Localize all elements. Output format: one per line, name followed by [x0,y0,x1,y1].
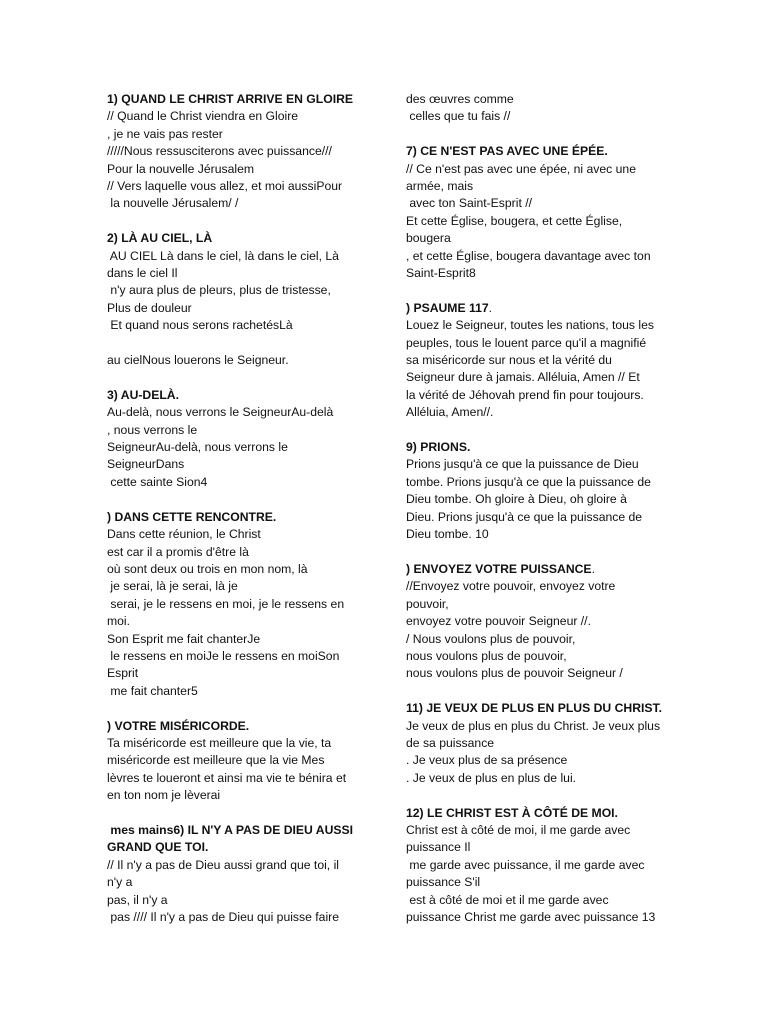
heading-text: mes mains6) IL N'Y A PAS DE DIEU AUSSI [107,822,354,837]
line-text: au cielNous louerons le Seigneur. [107,353,289,368]
blank-line [107,805,377,822]
heading-text: 3) AU-DELÀ. [107,387,179,402]
text-line [107,613,377,630]
text-line [406,91,676,108]
text-line [107,143,377,160]
line-text: Christ est à côté de moi, il me garde avec [406,822,631,837]
line-text: // Il n'y a pas de Dieu aussi grand que toi, il [107,857,339,872]
text-line [406,839,676,856]
blank-line [107,335,377,352]
song-heading [107,839,377,856]
line-text: SeigneurAu-delà, nous verrons le [107,440,288,455]
text-line [107,857,377,874]
heading-text: 9) PRIONS. [406,440,471,455]
text-line [406,596,676,613]
text-line [406,108,676,125]
line-text: Dans cette réunion, le Christ [107,527,261,542]
heading-text: 12) LE CHRIST EST À CÔTÉ DE MOI. [406,805,618,820]
line-text: AU CIEL Là dans le ciel, là dans le ciel, Là [107,248,339,263]
line-text: puissance S'il [406,875,481,890]
song-heading [406,143,676,160]
text-line [107,161,377,178]
line-text: des œuvres comme [406,92,514,106]
text-line [406,369,676,386]
text-line [406,352,676,369]
text-line [107,352,377,369]
text-line [406,770,676,787]
text-line [406,335,676,352]
line-text: Pour la nouvelle Jérusalem [107,161,255,176]
line-text: Alléluia, Amen//. [406,405,494,420]
line-text: est à côté de moi et il me garde avec [406,892,609,907]
line-text: , et cette Église, bougera davantage avec ton [406,248,651,263]
text-line [107,909,377,926]
text-line [107,126,377,143]
line-text: la vérité de Jéhovah prend fin pour toujours. [406,387,644,402]
text-line [107,770,377,787]
line-text: armée, mais [406,179,474,194]
line-text: . Je veux plus de sa présence [406,753,568,768]
line-text: de sa puissance [406,735,495,750]
text-line [107,874,377,891]
song-heading [107,91,377,108]
text-line [107,892,377,909]
line-text: nous voulons plus de pouvoir, [406,648,567,663]
text-line [406,822,676,839]
text-line [107,404,377,421]
text-line [406,317,676,334]
left-column [107,91,377,926]
text-line [107,439,377,456]
text-line [107,631,377,648]
text-line [107,108,377,125]
heading-text: 7) CE N'EST PAS AVEC UNE ÉPÉE. [406,144,608,159]
text-line [406,230,676,247]
line-text: celles que tu fais // [406,109,511,124]
line-text: peuples, tous le louent parce qu'il a magnifié [406,335,647,350]
line-text: . Je veux de plus en plus de lui. [406,770,577,785]
song-heading [406,561,676,578]
blank-line [406,787,676,804]
line-text: moi. [107,614,131,629]
text-line [107,787,377,804]
line-text: // Vers laquelle vous allez, et moi aussiPour [107,179,343,194]
heading-suffix: . [591,561,595,576]
line-text: nous voulons plus de pouvoir Seigneur / [406,666,623,681]
line-text: Ta miséricorde est meilleure que la vie, ta [107,735,332,750]
text-line [406,648,676,665]
line-text: / Nous voulons plus de pouvoir, [406,631,576,646]
line-text: avec ton Saint-Esprit // [406,196,532,211]
line-text: // Quand le Christ viendra en Gloire [107,109,299,124]
text-line [107,282,377,299]
text-line [107,561,377,578]
line-text: Plus de douleur [107,300,192,315]
line-text: serai, je le ressens en moi, je le ressens en [107,596,345,611]
text-line [406,631,676,648]
line-text: tombe. Prions jusqu'à ce que la puissance de [406,474,651,489]
text-line [406,195,676,212]
text-line [406,718,676,735]
text-line [406,213,676,230]
line-text: Au-delà, nous verrons le SeigneurAu-delà [107,405,334,420]
text-line [406,752,676,769]
line-text: envoyez votre pouvoir Seigneur //. [406,614,591,629]
text-line [406,248,676,265]
text-line [107,596,377,613]
text-line [107,422,377,439]
heading-text: 2) LÀ AU CIEL, LÀ [107,231,213,246]
song-heading [107,509,377,526]
text-line [406,491,676,508]
text-line [406,892,676,909]
heading-text: 1) QUAND LE CHRIST ARRIVE EN GLOIRE [107,92,354,106]
text-line [406,509,676,526]
line-text: pas //// Il n'y a pas de Dieu qui puisse faire [107,910,339,924]
blank-line [107,213,377,230]
line-text: je serai, là je serai, là je [107,579,238,594]
line-text: Saint-Esprit8 [406,266,476,281]
line-text: dans le ciel Il [107,266,178,281]
text-line [406,265,676,282]
text-line [406,909,676,926]
line-text: // Ce n'est pas avec une épée, ni avec une [406,161,636,176]
text-line [107,665,377,682]
text-line [406,456,676,473]
text-line [107,317,377,334]
line-text: Je veux de plus en plus du Christ. Je veux plus [406,718,661,733]
line-text: Et cette Église, bougera, et cette Église, [406,213,623,228]
blank-line [406,683,676,700]
line-text: puissance Christ me garde avec puissance 13 [406,910,656,924]
line-text: est car il a promis d'être là [107,544,249,559]
text-line [107,648,377,665]
line-text: Dieu tombe. Oh gloire à Dieu, oh gloire à [406,492,627,507]
line-text: /////Nous ressusciterons avec puissance/// [107,144,332,159]
line-text: pouvoir, [406,596,449,611]
line-text: , je ne vais pas rester [107,126,223,141]
text-line [107,265,377,282]
text-line [107,178,377,195]
text-line [406,874,676,891]
heading-text: ) ENVOYEZ VOTRE PUISSANCE [406,561,592,576]
line-text: Son Esprit me fait chanterJe [107,631,261,646]
line-text: la nouvelle Jérusalem/ / [107,196,239,211]
text-line [107,300,377,317]
line-text: n'y a [107,875,133,890]
right-column [406,91,676,926]
text-line [406,161,676,178]
blank-line [107,369,377,386]
text-line [406,857,676,874]
line-text: n'y aura plus de pleurs, plus de tristesse, [107,283,331,298]
line-text: Seigneur dure à jamais. Alléluia, Amen // Et [406,370,640,385]
text-line [107,248,377,265]
line-text: le ressens en moiJe le ressens en moiSon [107,648,340,663]
line-text: miséricorde est meilleure que la vie Mes [107,753,325,768]
text-line [107,683,377,700]
line-text: Esprit [107,666,139,681]
blank-line [406,282,676,299]
song-heading [107,387,377,404]
line-text: Louez le Seigneur, toutes les nations, tous les [406,318,654,333]
heading-text: ) PSAUME 117 [406,300,489,315]
text-line [107,735,377,752]
line-text: me garde avec puissance, il me garde avec [406,857,645,872]
text-line [107,578,377,595]
line-text: Dieu. Prions jusqu'à ce que la puissance de [406,509,643,524]
line-text: en ton nom je lèverai [107,788,221,803]
song-heading [406,700,676,717]
text-line [406,665,676,682]
blank-line [107,700,377,717]
line-text: , nous verrons le [107,422,198,437]
text-line [406,387,676,404]
heading-text: 11) JE VEUX DE PLUS EN PLUS DU CHRIST. [406,701,662,716]
text-line [107,195,377,212]
text-line [406,474,676,491]
heading-suffix: . [488,300,493,315]
line-text: où sont deux ou trois en mon nom, là [107,561,308,576]
line-text: //Envoyez votre pouvoir, envoyez votre [406,579,616,594]
line-text: me fait chanter5 [107,683,198,698]
text-line [406,178,676,195]
text-line [107,456,377,473]
line-text: Dieu tombe. 10 [406,527,489,542]
text-line [107,526,377,543]
line-text: puissance Il [406,840,471,855]
text-line [107,544,377,561]
line-text: Prions jusqu'à ce que la puissance de Dieu [406,457,639,472]
blank-line [107,491,377,508]
blank-line [406,544,676,561]
text-line [406,404,676,421]
heading-text: ) VOTRE MISÉRICORDE. [107,718,250,733]
text-line [406,735,676,752]
line-text: sa miséricorde sur nous et la vérité du [406,353,612,368]
blank-line [406,126,676,143]
song-heading [406,300,676,317]
blank-line [406,422,676,439]
text-line [107,474,377,491]
line-text: SeigneurDans [107,457,185,472]
song-heading [406,805,676,822]
text-line [406,613,676,630]
line-text: Et quand nous serons rachetésLà [107,318,293,333]
line-text: lèvres te loueront et ainsi ma vie te bénira et [107,770,347,785]
line-text: cette sainte Sion4 [107,474,208,489]
song-heading [107,822,377,839]
heading-text: GRAND QUE TOI. [107,840,209,855]
text-line [406,526,676,543]
text-line [107,752,377,769]
line-text: pas, il n'y a [107,892,168,907]
line-text: bougera [406,231,451,246]
heading-text: ) DANS CETTE RENCONTRE. [107,509,277,524]
text-line [406,578,676,595]
song-heading [406,439,676,456]
song-heading [107,718,377,735]
song-heading [107,230,377,247]
